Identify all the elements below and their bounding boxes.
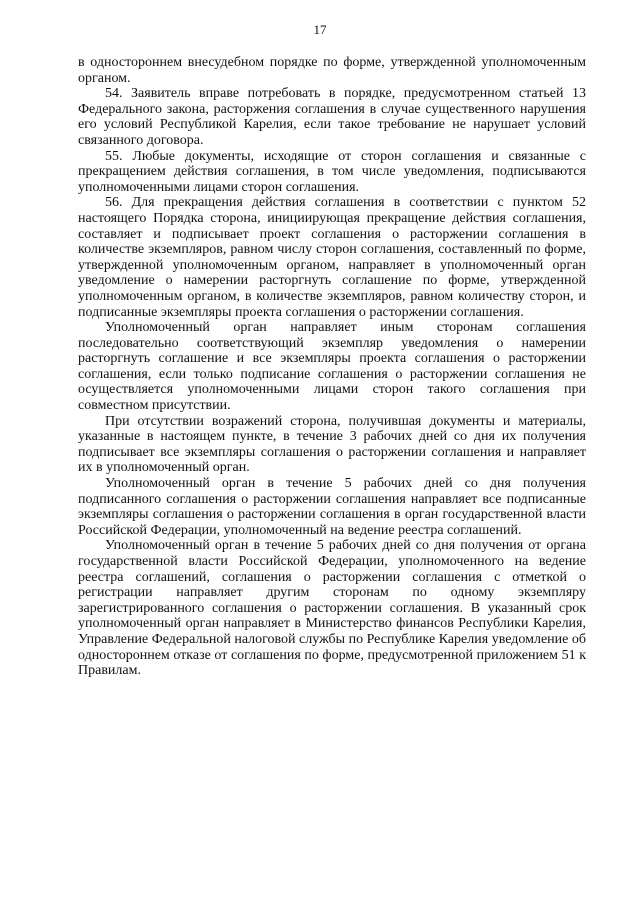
document-body xyxy=(78,55,586,679)
paragraph-56-authority-sends: Уполномоченный орган направляет иным сторонам соглашения последовательно соответствующий экземпляр уведомления о намерении расторгнуть соглашение и все экземпляры проекта соглашения о расторжении соглашения, если только подписание соглашения о расторжении соглашения не осуществляется уполномоченными лицами сторон такого соглашения при совместном присутствии. xyxy=(78,320,586,414)
page-number: 17 xyxy=(313,22,327,37)
paragraph-56: 56. Для прекращения действия соглашения в соответствии с пунктом 52 настоящего Порядка сторона, инициирующая прекращение действия соглашения, составляет и подписывает проект соглашения о расторжении соглашения в количестве экземпляров, равном числу сторон соглашения, составленный по форме, утвержденной уполномоченным органом, направляет в уполномоченный орган уведомление о намерении расторгнуть соглашение по форме, утвержденной уполномоченным органом, в количестве экземпляров, равном количеству сторон, и подписанные экземпляры проекта соглашения о расторжении соглашения. xyxy=(78,195,586,320)
paragraph-55: 55. Любые документы, исходящие от сторон соглашения и связанные с прекращением действия соглашения, в том числе уведомления, подписываются уполномоченными лицами сторон соглашения. xyxy=(78,148,586,195)
paragraph-56-no-objections: При отсутствии возражений сторона, получившая документы и материалы, указанные в настоящем пункте, в течение 3 рабочих дней со дня их получения подписывает все экземпляры соглашения о расторжении соглашения и направляет их в уполномоченный орган. xyxy=(78,413,586,476)
paragraph-continuation: в одностороннем внесудебном порядке по форме, утвержденной уполномоченным органом. xyxy=(78,55,586,86)
paragraph-56-registration: Уполномоченный орган в течение 5 рабочих дней со дня получения подписанного соглашения о расторжении соглашения направляет все подписанные экземпляры соглашения о расторжении соглашения в орган государственной власти Российской Федерации, уполномоченный на ведение реестра соглашений. xyxy=(78,476,586,538)
paragraph-56-distribution: Уполномоченный орган в течение 5 рабочих дней со дня получения от органа государственной власти Российской Федерации, уполномоченного на ведение реестра соглашений, соглашения о расторжении соглашения с отметкой о регистрации направляет другим сторонам по одному экземпляру зарегистрированного соглашения о расторжении соглашения. В указанный срок уполномоченный орган направляет в Министерство финансов Республики Карелия, Управление Федеральной налоговой службы по Республике Карелия уведомление об одностороннем отказе от соглашения по форме, предусмотренной приложением 51 к Правилам. xyxy=(78,538,586,679)
paragraph-54: 54. Заявитель вправе потребовать в порядке, предусмотренном статьей 13 Федерального закона, расторжения соглашения в случае существенного нарушения его условий Республикой Карелия, если такое требование не нарушает условий связанного договора. xyxy=(78,86,586,148)
